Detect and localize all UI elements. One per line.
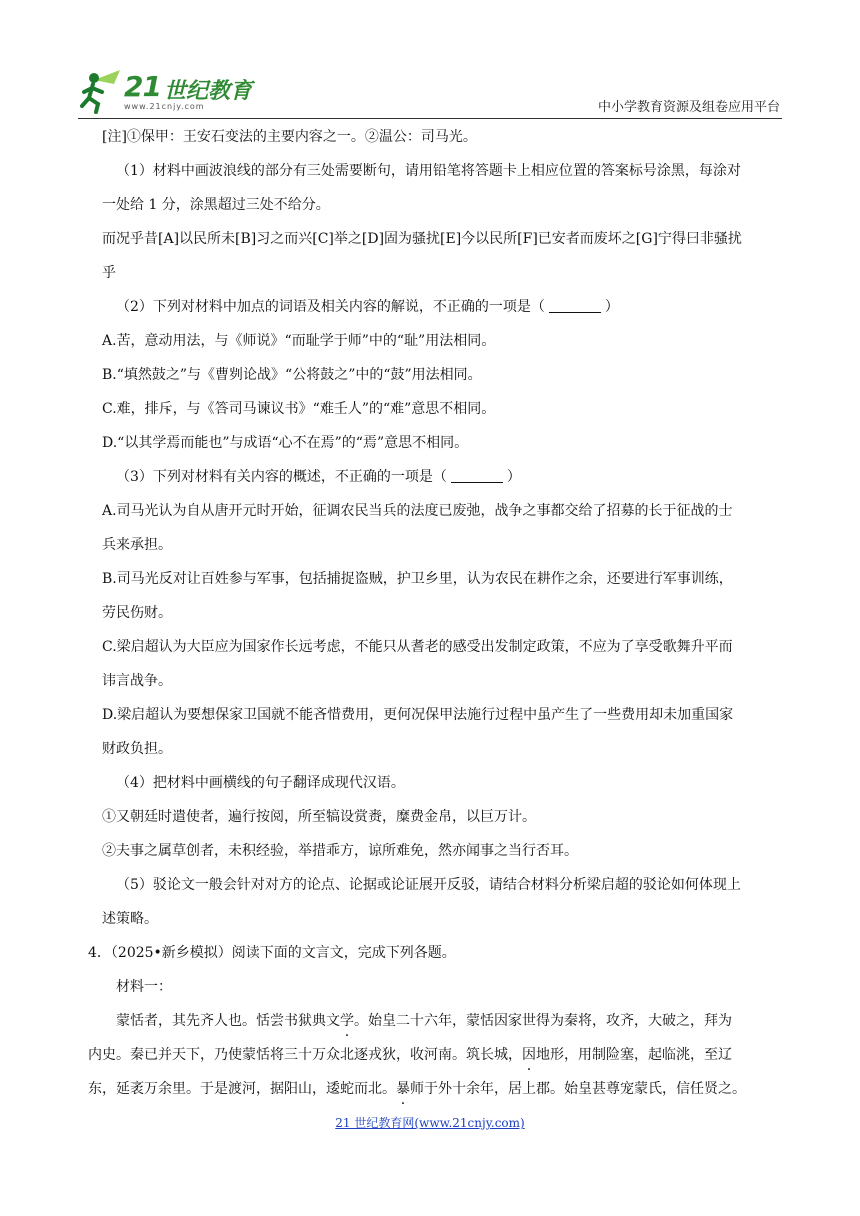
logo-number: 21 — [124, 70, 161, 103]
dotted-word: 暴 — [396, 1081, 410, 1097]
question-2-text: （2）下列对材料中加点的词语及相关内容的解说，不正确的一项是（ — [116, 299, 545, 315]
passage-text: 内史。秦已并天下，乃使蒙恬将三十万众北逐戎狄，收河南。筑长城， — [88, 1047, 522, 1063]
question-5-cont: 述策略。 — [102, 911, 158, 927]
page-footer — [0, 1114, 860, 1131]
passage-text: 学。始皇二十六年，蒙恬因家世得为秦将，攻齐，大破之，拜为 — [340, 1013, 732, 1029]
option-a: A.司马光认为自从唐开元时开始，征调农民当兵的法度已废弛，战争之事都交给了招募的长于征战的士 — [102, 503, 733, 519]
logo-url: www.21cnjy.com — [124, 102, 205, 111]
page-header — [78, 60, 782, 119]
option-b: B.司马光反对让百姓参与军事，包括捕捉盗贼，护卫乡里，认为农民在耕作之余，还要进行军事训练， — [102, 571, 733, 587]
document-body — [88, 120, 780, 1106]
question-1: （1）材料中画波浪线的部分有三处需要断句，请用铅笔将答题卡上相应位置的答案标号涂黑，每涂对 — [116, 163, 741, 179]
passage-text: 地形，用制险塞，起临洮，至辽 — [536, 1047, 732, 1063]
punctuation-options: 而况乎昔[A]以民所未[B]习之而兴[C]举之[D]固为骚扰[E]今以民所[F]已安者而废坏之[G]宁得曰非骚扰 — [102, 231, 742, 247]
dotted-word: 因 — [522, 1047, 536, 1063]
logo-text: 世纪教育 — [164, 79, 253, 104]
option-c: C.难，排斥，与《答司马谏议书》“难壬人”的“难”意思不相同。 — [102, 401, 496, 417]
answer-blank[interactable] — [451, 468, 503, 483]
option-d: D.梁启超认为要想保家卫国就不能吝惜费用，更何况保甲法施行过程中虽产生了一些费用却未加重国家 — [102, 707, 734, 723]
passage-line — [88, 1038, 780, 1072]
option-d: D.“以其学焉而能也”与成语“心不在焉”的“焉”意思不相同。 — [102, 435, 469, 451]
translate-sentence-1: ①又朝廷时遣使者，遍行按阅，所至犒设赏赉，糜费金帛，以巨万计。 — [102, 809, 536, 825]
passage-text: 东，延袤万余里。于是渡河，据阳山，逶蛇而北。 — [88, 1081, 396, 1097]
translate-sentence-2: ②夫事之属草创者，未积经验，举措乖方，谅所难免，然亦闻事之当行否耳。 — [102, 843, 578, 859]
question-1-cont: 一处给 1 分，涂黑超过三处不给分。 — [102, 197, 330, 213]
answer-blank[interactable] — [549, 298, 601, 313]
question-3 — [102, 460, 780, 494]
dotted-word: 文 — [326, 1013, 340, 1029]
footer-link[interactable]: 21 世纪教育网(www.21cnjy.com) — [335, 1116, 525, 1130]
option-d-cont: 财政负担。 — [102, 741, 172, 757]
option-c-cont: 讳言战争。 — [102, 673, 172, 689]
material-1-label: 材料一： — [116, 979, 172, 995]
section-4-heading: 4．（2025•新乡模拟）阅读下面的文言文，完成下列各题。 — [88, 945, 456, 961]
passage-line — [88, 1004, 780, 1038]
passage-text: 蒙恬者，其先齐人也。恬尝书狱典 — [116, 1013, 326, 1029]
option-b: B.“填然鼓之”与《曹刿论战》“公将鼓之”中的“鼓”用法相同。 — [102, 367, 482, 383]
question-5: （5）驳论文一般会针对对方的论点、论据或论证展开反驳，请结合材料分析梁启超的驳论如何体现上 — [116, 877, 741, 893]
passage-text: 师于外十余年，居上郡。始皇甚尊宠蒙氏，信任贤之。 — [410, 1081, 746, 1097]
logo — [80, 68, 260, 114]
question-4: （4）把材料中画横线的句子翻译成现代汉语。 — [116, 775, 405, 791]
question-3-text: （3）下列对材料有关内容的概述，不正确的一项是（ — [116, 469, 447, 485]
option-c: C.梁启超认为大臣应为国家作长远考虑，不能只从耆老的感受出发制定政策，不应为了享受歌舞升平而 — [102, 639, 733, 655]
option-a-cont: 兵来承担。 — [102, 537, 172, 553]
option-b-cont: 劳民伤财。 — [102, 605, 172, 621]
option-a: A.苦，意动用法，与《师说》“而耻学于师”中的“耻”用法相同。 — [102, 333, 496, 349]
runner-icon — [80, 68, 122, 114]
close-paren: ） — [506, 469, 521, 485]
question-2 — [102, 290, 780, 324]
passage-line — [88, 1072, 780, 1106]
note-line: [注]①保甲：王安石变法的主要内容之一。②温公：司马光。 — [102, 129, 477, 145]
close-paren: ） — [604, 299, 619, 315]
platform-name: 中小学教育资源及组卷应用平台 — [597, 100, 780, 115]
punctuation-options-cont: 乎 — [102, 265, 116, 281]
